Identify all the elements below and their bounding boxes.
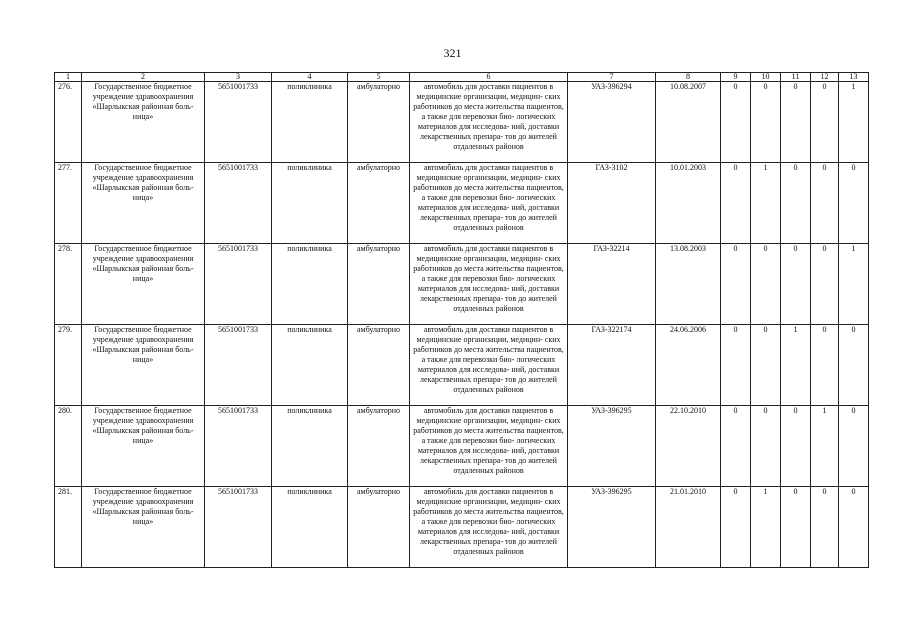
column-header: 5 — [348, 73, 410, 82]
vehicle-model: УАЗ-396295 — [568, 487, 656, 568]
value-col-13: 0 — [839, 487, 869, 568]
inn-code: 5651001733 — [205, 244, 272, 325]
vehicle-model: ГАЗ-322174 — [568, 325, 656, 406]
column-header: 10 — [751, 73, 781, 82]
organization-name: Государственное бюджетное учреждение здравоохранения «Шарлыкская районная боль- ница» — [82, 325, 205, 406]
vehicle-purpose: автомобиль для доставки пациентов в медицинские организации, медицин- ских работников до места жительства пациентов, а также для перевозки био- логических материалов для исследова- ний, доставки лекарственных препара- тов до жителей отдаленных районов — [410, 244, 568, 325]
value-col-13: 1 — [839, 82, 869, 163]
value-col-10: 0 — [751, 406, 781, 487]
organization-name: Государственное бюджетное учреждение здравоохранения «Шарлыкская районная боль- ница» — [82, 406, 205, 487]
inn-code: 5651001733 — [205, 325, 272, 406]
vehicle-purpose: автомобиль для доставки пациентов в медицинские организации, медицин- ских работников до места жительства пациентов, а также для перевозки био- логических материалов для исследова- ний, доставки лекарственных препара- тов до жителей отдаленных районов — [410, 325, 568, 406]
value-col-13: 1 — [839, 244, 869, 325]
vehicle-purpose: автомобиль для доставки пациентов в медицинские организации, медицин- ских работников до места жительства пациентов, а также для перевозки био- логических материалов для исследова- ний, доставки лекарственных препара- тов до жителей отдаленных районов — [410, 82, 568, 163]
column-header: 9 — [721, 73, 751, 82]
facility-type: поликлиника — [272, 406, 348, 487]
value-col-10: 1 — [751, 163, 781, 244]
value-col-11: 1 — [781, 325, 811, 406]
value-col-10: 0 — [751, 82, 781, 163]
value-col-11: 0 — [781, 163, 811, 244]
inn-code: 5651001733 — [205, 163, 272, 244]
issue-date: 10.01.2003 — [656, 163, 721, 244]
care-form: амбулаторно — [348, 487, 410, 568]
table-row — [55, 163, 869, 244]
care-form: амбулаторно — [348, 406, 410, 487]
vehicle-model: ГАЗ-32214 — [568, 244, 656, 325]
value-col-11: 0 — [781, 244, 811, 325]
value-col-10: 0 — [751, 325, 781, 406]
facility-type: поликлиника — [272, 244, 348, 325]
column-header: 12 — [811, 73, 839, 82]
column-number-header-row — [55, 73, 869, 82]
value-col-10: 0 — [751, 244, 781, 325]
vehicle-purpose: автомобиль для доставки пациентов в медицинские организации, медицин- ских работников до места жительства пациентов, а также для перевозки био- логических материалов для исследова- ний, доставки лекарственных препара- тов до жителей отдаленных районов — [410, 487, 568, 568]
table-row — [55, 244, 869, 325]
organization-name: Государственное бюджетное учреждение здравоохранения «Шарлыкская районная боль- ница» — [82, 163, 205, 244]
issue-date: 10.08.2007 — [656, 82, 721, 163]
table-row — [55, 487, 869, 568]
issue-date: 22.10.2010 — [656, 406, 721, 487]
column-header: 3 — [205, 73, 272, 82]
value-col-12: 1 — [811, 406, 839, 487]
row-number: 278. — [55, 244, 82, 325]
value-col-12: 0 — [811, 244, 839, 325]
issue-date: 21.01.2010 — [656, 487, 721, 568]
facility-type: поликлиника — [272, 487, 348, 568]
value-col-13: 0 — [839, 406, 869, 487]
value-col-12: 0 — [811, 163, 839, 244]
value-col-9: 0 — [721, 325, 751, 406]
vehicle-model: УАЗ-396295 — [568, 406, 656, 487]
organization-name: Государственное бюджетное учреждение здравоохранения «Шарлыкская районная боль- ница» — [82, 244, 205, 325]
issue-date: 13.08.2003 — [656, 244, 721, 325]
value-col-9: 0 — [721, 487, 751, 568]
vehicle-model: ГАЗ-3102 — [568, 163, 656, 244]
facility-type: поликлиника — [272, 163, 348, 244]
table-row — [55, 325, 869, 406]
facility-type: поликлиника — [272, 325, 348, 406]
value-col-10: 1 — [751, 487, 781, 568]
vehicle-registry-table — [54, 72, 869, 568]
value-col-12: 0 — [811, 325, 839, 406]
table-row — [55, 406, 869, 487]
issue-date: 24.06.2006 — [656, 325, 721, 406]
value-col-12: 0 — [811, 82, 839, 163]
care-form: амбулаторно — [348, 82, 410, 163]
value-col-12: 0 — [811, 487, 839, 568]
column-header: 1 — [55, 73, 82, 82]
value-col-9: 0 — [721, 82, 751, 163]
facility-type: поликлиника — [272, 82, 348, 163]
column-header: 6 — [410, 73, 568, 82]
value-col-9: 0 — [721, 244, 751, 325]
column-header: 13 — [839, 73, 869, 82]
table-row — [55, 82, 869, 163]
page-number: 321 — [443, 46, 462, 60]
value-col-13: 0 — [839, 325, 869, 406]
column-header: 7 — [568, 73, 656, 82]
row-number: 276. — [55, 82, 82, 163]
inn-code: 5651001733 — [205, 406, 272, 487]
row-number: 281. — [55, 487, 82, 568]
organization-name: Государственное бюджетное учреждение здравоохранения «Шарлыкская районная боль- ница» — [82, 82, 205, 163]
care-form: амбулаторно — [348, 244, 410, 325]
inn-code: 5651001733 — [205, 487, 272, 568]
vehicle-model: УАЗ-396294 — [568, 82, 656, 163]
value-col-13: 0 — [839, 163, 869, 244]
column-header: 2 — [82, 73, 205, 82]
row-number: 277. — [55, 163, 82, 244]
column-header: 11 — [781, 73, 811, 82]
care-form: амбулаторно — [348, 163, 410, 244]
value-col-11: 0 — [781, 487, 811, 568]
care-form: амбулаторно — [348, 325, 410, 406]
vehicle-purpose: автомобиль для доставки пациентов в медицинские организации, медицин- ских работников до места жительства пациентов, а также для перевозки био- логических материалов для исследова- ний, доставки лекарственных препара- тов до жителей отдаленных районов — [410, 406, 568, 487]
column-header: 4 — [272, 73, 348, 82]
inn-code: 5651001733 — [205, 82, 272, 163]
vehicle-purpose: автомобиль для доставки пациентов в медицинские организации, медицин- ских работников до места жительства пациентов, а также для перевозки био- логических материалов для исследова- ний, доставки лекарственных препара- тов до жителей отдаленных районов — [410, 163, 568, 244]
value-col-9: 0 — [721, 406, 751, 487]
value-col-9: 0 — [721, 163, 751, 244]
value-col-11: 0 — [781, 82, 811, 163]
row-number: 279. — [55, 325, 82, 406]
organization-name: Государственное бюджетное учреждение здравоохранения «Шарлыкская районная боль- ница» — [82, 487, 205, 568]
column-header: 8 — [656, 73, 721, 82]
value-col-11: 0 — [781, 406, 811, 487]
row-number: 280. — [55, 406, 82, 487]
